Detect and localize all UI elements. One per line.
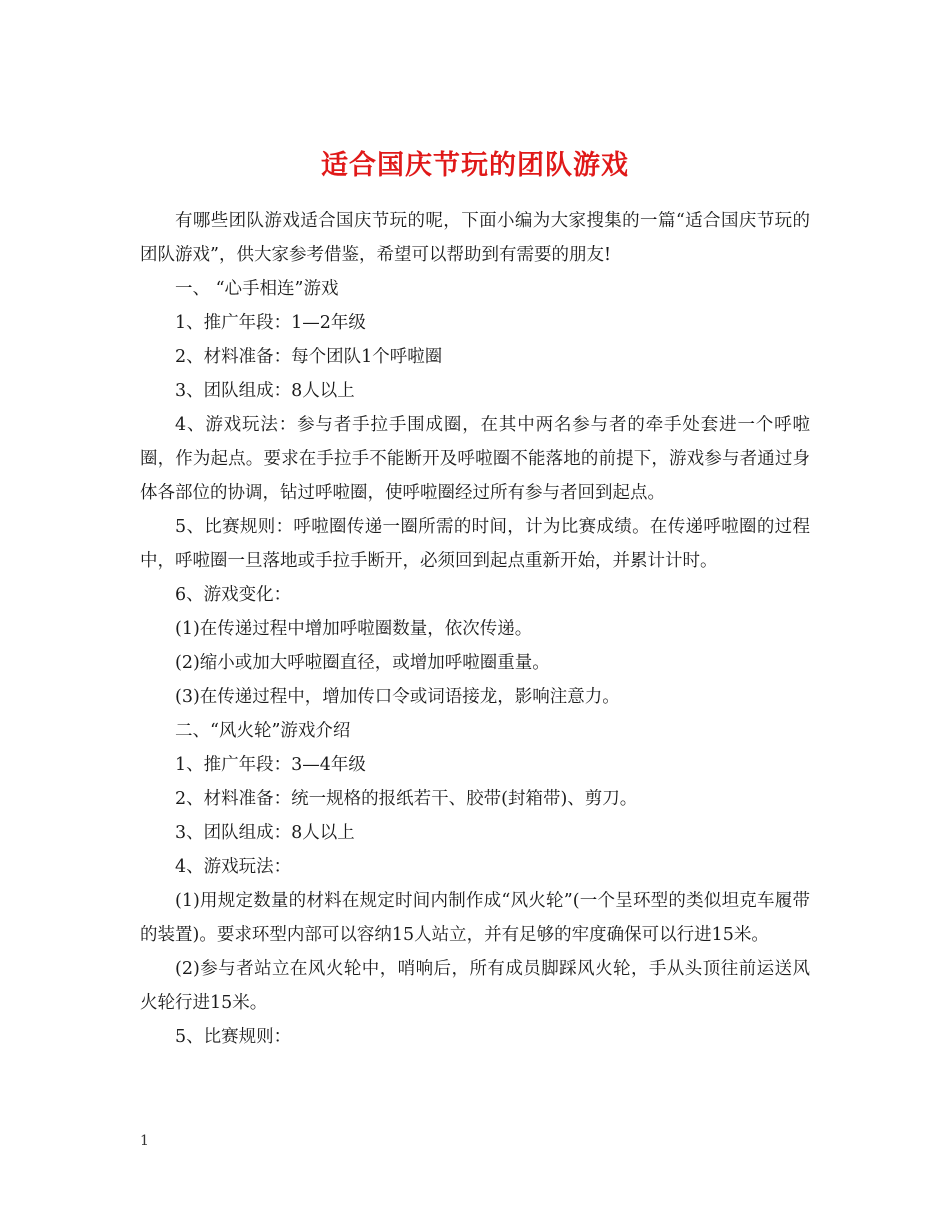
page-number: 1: [140, 1133, 149, 1149]
paragraph: 5、比赛规则：: [175, 1027, 292, 1047]
list-item: (2)参与者站立在风火轮中，哨响后，所有成员脚踩风火轮，手从头顶往前运送风火轮行进15米。: [140, 959, 810, 1013]
paragraph: 2、材料准备：每个团队1个呼啦圈: [175, 347, 443, 367]
document-body: [140, 204, 810, 1054]
paragraph: 1、推广年段：1—2年级: [175, 313, 366, 333]
paragraph: 4、游戏玩法：参与者手拉手围成圈，在其中两名参与者的牵手处套进一个呼啦圈，作为起点。要求在手拉手不能断开及呼啦圈不能落地的前提下，游戏参与者通过身体各部位的协调，钻过呼啦圈，使呼啦圈经过所有参与者回到起点。: [140, 415, 810, 503]
list-item: (2)缩小或加大呼啦圈直径，或增加呼啦圈重量。: [175, 653, 550, 673]
paragraph: 3、团队组成：8人以上: [175, 823, 355, 843]
list-item: (1)在传递过程中增加呼啦圈数量，依次传递。: [175, 619, 533, 639]
paragraph: 4、游戏玩法：: [175, 857, 292, 877]
paragraph: 1、推广年段：3—4年级: [175, 755, 366, 775]
list-item: (3)在传递过程中，增加传口令或词语接龙，影响注意力。: [175, 687, 620, 707]
intro-paragraph: 有哪些团队游戏适合国庆节玩的呢，下面小编为大家搜集的一篇“适合国庆节玩的团队游戏”，供大家参考借鉴，希望可以帮助到有需要的朋友!: [140, 211, 810, 265]
paragraph: 6、游戏变化：: [175, 585, 292, 605]
paragraph: 5、比赛规则：呼啦圈传递一圈所需的时间，计为比赛成绩。在传递呼啦圈的过程中，呼啦圈一旦落地或手拉手断开，必须回到起点重新开始，并累计计时。: [140, 517, 810, 571]
paragraph: 2、材料准备：统一规格的报纸若干、胶带(封箱带)、剪刀。: [175, 789, 638, 809]
list-item: (1)用规定数量的材料在规定时间内制作成“风火轮”(一个呈环型的类似坦克车履带的装置)。要求环型内部可以容纳15人站立，并有足够的牢度确保可以行进15米。: [140, 891, 810, 945]
paragraph: 3、团队组成：8人以上: [175, 381, 355, 401]
section-heading-2: 二、“风火轮”游戏介绍: [175, 721, 351, 741]
section-heading-1: 一、 “心手相连”游戏: [175, 279, 339, 299]
document-title: 适合国庆节玩的团队游戏: [321, 150, 629, 182]
